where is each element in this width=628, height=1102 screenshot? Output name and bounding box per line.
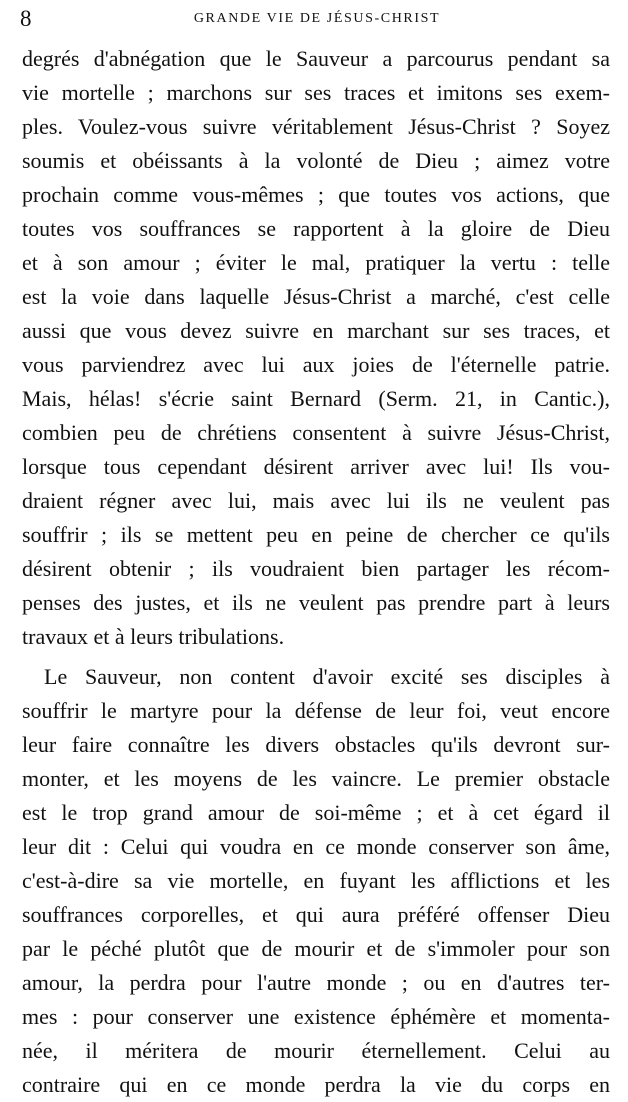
text-line: aussi que vous devez suivre en marchant sur ses traces, et xyxy=(22,318,610,343)
text-line: soumis et obéissants à la volonté de Dieu ; aimez votre xyxy=(22,148,610,173)
page-header xyxy=(20,6,614,32)
text-line: par le péché plutôt que de mourir et de s'immoler pour son xyxy=(22,936,610,961)
page-number: 8 xyxy=(20,6,32,31)
text-line: lorsque tous cependant désirent arriver avec lui! Ils vou- xyxy=(22,454,610,479)
text-line: née, il méritera de mourir éternellement. Celui au xyxy=(22,1038,610,1063)
text-line: draient régner avec lui, mais avec lui ils ne veulent pas xyxy=(22,488,610,513)
text-line: désirent obtenir ; ils voudraient bien partager les récom- xyxy=(22,556,610,581)
text-line: vous parviendrez avec lui aux joies de l'éternelle patrie. xyxy=(22,352,610,377)
text-line: monter, et les moyens de les vaincre. Le premier obstacle xyxy=(22,766,610,791)
paragraph-1 xyxy=(22,42,610,654)
text-line: toutes vos souffrances se rapportent à la gloire de Dieu xyxy=(22,216,610,241)
text-line: ples. Voulez-vous suivre véritablement Jésus-Christ ? Soyez xyxy=(22,114,610,139)
text-line: amour, la perdra pour l'autre monde ; ou en d'autres ter- xyxy=(22,970,610,995)
text-line: et à son amour ; éviter le mal, pratiquer la vertu : telle xyxy=(22,250,610,275)
text-line: c'est-à-dire sa vie mortelle, en fuyant les afflictions et les xyxy=(22,868,610,893)
text-line: leur dit : Celui qui voudra en ce monde conserver son âme, xyxy=(22,834,610,859)
text-line: travaux et à leurs tribulations. xyxy=(22,624,285,649)
text-line: leur faire connaître les divers obstacles qu'ils devront sur- xyxy=(22,732,610,757)
text-line: Le Sauveur, non content d'avoir excité ses disciples à xyxy=(44,664,610,689)
text-line: souffrances corporelles, et qui aura préféré offenser Dieu xyxy=(22,902,610,927)
text-line: Mais, hélas! s'écrie saint Bernard (Serm. 21, in Cantic.), xyxy=(22,386,610,411)
text-line: prochain comme vous-mêmes ; que toutes vos actions, que xyxy=(22,182,610,207)
text-line: souffrir le martyre pour la défense de leur foi, veut encore xyxy=(22,698,610,723)
text-line: est la voie dans laquelle Jésus-Christ a marché, c'est celle xyxy=(22,284,610,309)
running-title: GRANDE VIE DE JÉSUS-CHRIST xyxy=(193,11,441,26)
text-line: souffrir ; ils se mettent peu en peine de chercher ce qu'ils xyxy=(22,522,610,547)
text-line: penses des justes, et ils ne veulent pas prendre part à leurs xyxy=(22,590,610,615)
text-line: degrés d'abnégation que le Sauveur a parcourus pendant sa xyxy=(22,46,610,71)
body-text xyxy=(22,42,610,1102)
text-line: est le trop grand amour de soi-même ; et à cet égard il xyxy=(22,800,610,825)
text-line: vie mortelle ; marchons sur ses traces et imitons ses exem- xyxy=(22,80,610,105)
text-line: contraire qui en ce monde perdra la vie du corps en xyxy=(22,1072,610,1097)
text-line: combien peu de chrétiens consentent à suivre Jésus-Christ, xyxy=(22,420,610,445)
text-line: mes : pour conserver une existence éphémère et momenta- xyxy=(22,1004,610,1029)
